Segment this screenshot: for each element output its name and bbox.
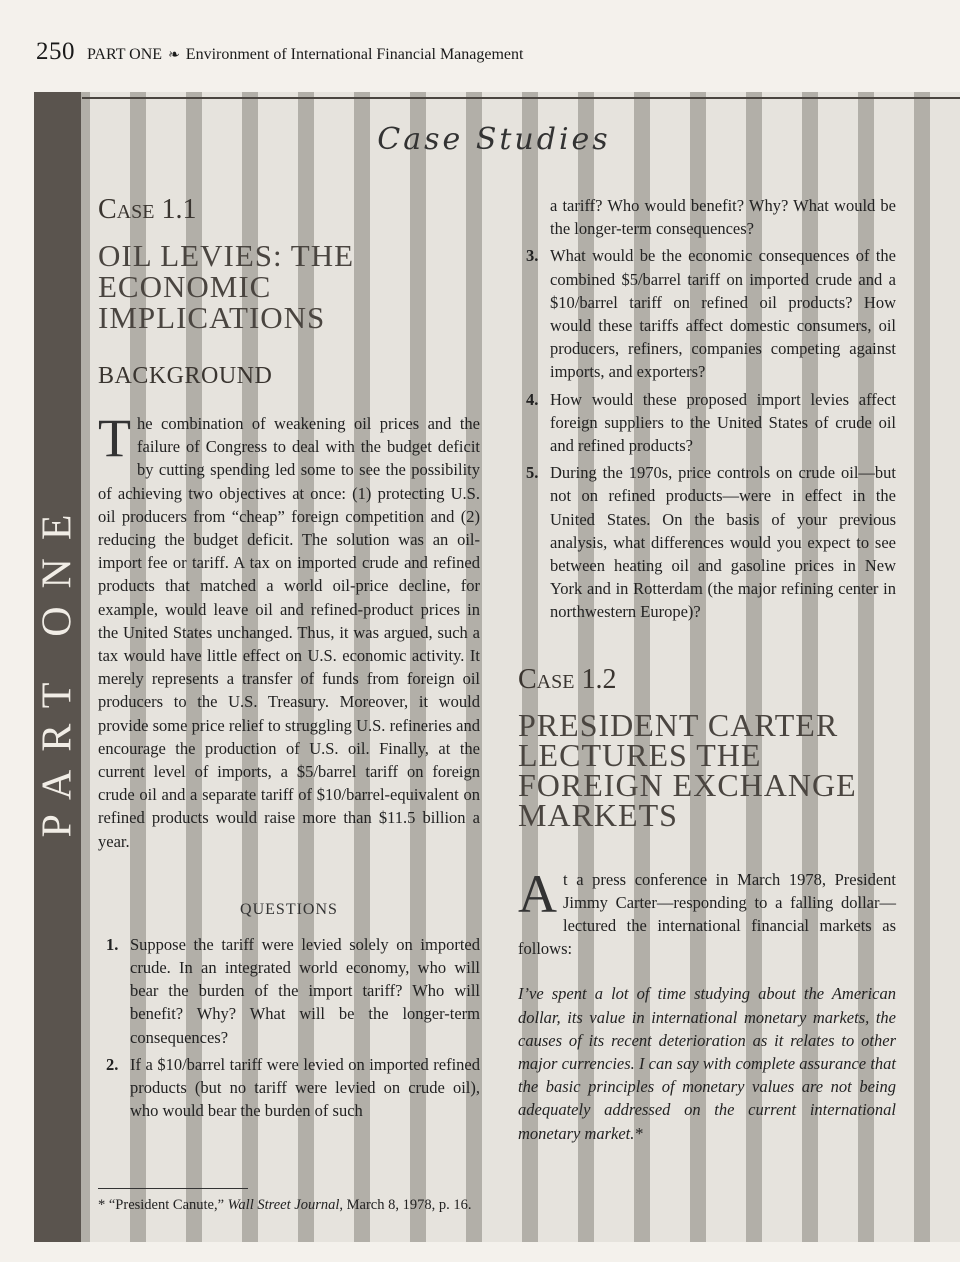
case-1-2 <box>518 664 896 1145</box>
question-2-continued: a tariff? Who would benefit? Why? What would be the longer-term consequences? <box>550 196 896 239</box>
right-column <box>518 194 896 1145</box>
side-tab-label: PART ONE <box>34 496 81 838</box>
case-1-1-title-line: OIL LEVIES: THE <box>98 238 355 273</box>
questions-heading: QUESTIONS <box>240 900 338 918</box>
question-text: During the 1970s, price controls on crude oil—but not on refined products—were in effect in the United States. On the basis of your previous analysis, what differences would you expect to see between heating oil and gasoline prices in New York and in Rotterdam (the major refining center in northwestern Europe)? <box>550 463 896 622</box>
case-1-2-intro <box>518 863 896 961</box>
question-item <box>98 1053 480 1123</box>
case-1-1-number: Case 1.1 <box>98 194 197 225</box>
question-number: 4. <box>526 389 539 409</box>
case-1-2-title-line: LECTURES THE <box>518 736 762 773</box>
background-paragraph <box>98 408 480 853</box>
running-head <box>36 38 523 68</box>
question-text: How would these proposed import levies affect foreign suppliers to the United States of crude oil and refined products? <box>550 389 896 456</box>
leaf-ornament-icon: ❧ <box>168 48 180 63</box>
question-item <box>518 244 896 383</box>
case-1-1-title <box>98 240 480 333</box>
footnote-suffix: , March 8, 1978, p. 16. <box>339 1197 472 1213</box>
background-text: he combination of weakening oil prices and the failure of Congress to deal with the budget deficit by cutting spending led some to see the possibility of achieving two objectives at once: (1) protecting U.S. oil producers from “cheap” foreign competition and (2) reducing the budget deficit. The solution was an oil-import fee or tariff. A tax on imported crude and refined products that matched a world oil-price decline, for example, would leave oil and refined-product prices in the United States unchanged. Thus, it was argued, such a tax would have little effect on U.S. economic activity. It merely represents a transfer of funds from foreign oil producers to the U.S. Treasury. Moreover, it would provide some price relief to struggling U.S. refineries and encourage the production of U.S. oil. Finally, at the current level of imports, a $5/barrel tariff on foreign crude oil and a separate tariff of $10/barrel-equivalent on refined products would raise more than $11.5 billion a year. <box>98 414 480 851</box>
carter-quote: I’ve spent a lot of time studying about the American dollar, its value in international monetary markets, the causes of its recent deterioration as it relates to other major currencies. I can say with complete assurance that the basic principles of monetary values are not being adequately addressed on the current international monetary market.* <box>518 984 896 1143</box>
question-number: 1. <box>106 934 119 954</box>
part-label: PART ONE <box>87 46 163 63</box>
top-rule <box>82 97 960 99</box>
case-1-1-title-line: IMPLICATIONS <box>98 300 326 335</box>
case-studies-panel <box>34 92 960 1242</box>
question-text: Suppose the tariff were levied solely on imported crude. In an integrated world economy, who will bear the burden of the import tariff? Who will benefit? Why? What will be the longer-term consequences? <box>130 934 480 1047</box>
drop-cap: T <box>98 408 131 468</box>
left-column <box>98 194 480 1126</box>
questions-list-continued <box>518 244 896 623</box>
question-text: What would be the economic consequences of the combined $5/barrel tariff on imported crude and a $10/barrel tariff on refined oil products? How would these tariffs affect domestic consumers, oil producers, refiners, companies competing against imports, and exporters? <box>550 246 896 382</box>
case-1-2-title-line: MARKETS <box>518 796 678 833</box>
case-1-2-title <box>518 706 896 833</box>
case-1-2-title-line: FOREIGN EXCHANGE <box>518 766 857 803</box>
footnote <box>98 1188 568 1214</box>
question-item <box>518 388 896 458</box>
footnote-prefix: * “President Canute,” <box>98 1197 228 1213</box>
case-1-2-number: Case 1.2 <box>518 663 617 695</box>
case-1-2-intro-text: t a press conference in March 1978, President Jimmy Carter—responding to a falling dollar—lectured the international financial markets as follows: <box>518 869 896 959</box>
case-1-1-title-line: ECONOMIC <box>98 269 272 304</box>
running-head-title <box>87 46 523 64</box>
question-number: 5. <box>526 463 539 483</box>
background-heading: BACKGROUND <box>98 363 273 389</box>
footnote-rule <box>98 1188 248 1189</box>
questions-list <box>98 933 480 1123</box>
question-item <box>98 933 480 1049</box>
question-number: 2. <box>106 1054 119 1074</box>
case-1-2-title-line: PRESIDENT CARTER <box>518 706 839 743</box>
page-number: 250 <box>36 38 75 65</box>
question-number: 3. <box>526 246 539 266</box>
footnote-source: Wall Street Journal <box>227 1197 340 1213</box>
chapter-title: Environment of International Financial Management <box>185 46 524 63</box>
section-title: Case Studies <box>377 122 611 157</box>
question-text: If a $10/barrel tariff were levied on imported refined products (but no tariff were levied on crude oil), who would bear the burden of such <box>130 1054 480 1121</box>
drop-cap: A <box>518 863 557 924</box>
question-item <box>518 461 896 623</box>
